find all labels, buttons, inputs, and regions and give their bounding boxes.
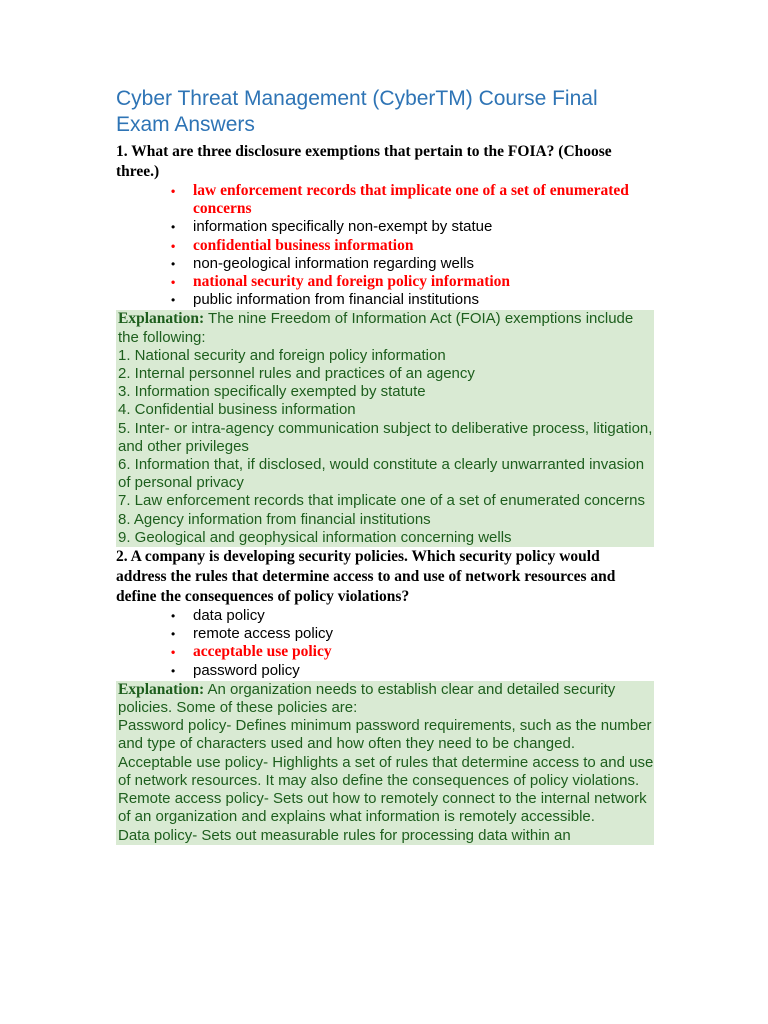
explanation-label: Explanation:: [118, 310, 205, 328]
explanation-line: Password policy- Defines minimum password requirements, such as the number and type of characters used and how often they need to be changed.: [118, 717, 652, 753]
explanation-line: 4. Confidential business information: [118, 401, 356, 419]
answer-option: • remote access policy: [193, 625, 654, 643]
answer-options-list: [116, 607, 654, 680]
explanation-box: [116, 681, 654, 845]
answer-option: • data policy: [193, 607, 654, 625]
explanation-label: Explanation:: [118, 680, 205, 698]
answer-option: • information specifically non-exempt by statue: [193, 218, 654, 236]
explanation-line: 9. Geological and geophysical information concerning wells: [118, 528, 512, 546]
answer-option: • non-geological information regarding wells: [193, 255, 654, 273]
question-block-2: [116, 547, 654, 845]
explanation-line: 2. Internal personnel rules and practices of an agency: [118, 365, 475, 383]
answer-option-correct: • confidential business information: [193, 237, 654, 255]
question-text: 2. A company is developing security policies. Which security policy would address the rules that determine access to and use of network resources and define the consequences of policy violations?: [116, 548, 616, 606]
document-page: [116, 86, 654, 845]
answer-option-correct: • law enforcement records that implicate one of a set of enumerated concerns: [193, 182, 654, 218]
answer-options-list: [116, 182, 654, 309]
answer-option: • password policy: [193, 662, 654, 680]
explanation-line: 7. Law enforcement records that implicate one of a set of enumerated concerns: [118, 492, 645, 510]
explanation-box: [116, 310, 654, 547]
explanation-intro: The nine Freedom of Information Act (FOIA) exemptions include the following:: [118, 310, 634, 346]
question-text: 1. What are three disclosure exemptions that pertain to the FOIA? (Choose three.): [116, 143, 612, 180]
page-title: Cyber Threat Management (CyberTM) Course Final Exam Answers: [116, 87, 598, 136]
explanation-line: Data policy- Sets out measurable rules for processing data within an: [118, 826, 571, 844]
explanation-line: 1. National security and foreign policy information: [118, 346, 446, 364]
explanation-intro: An organization needs to establish clear and detailed security policies. Some of these policies are:: [118, 680, 616, 717]
explanation-line: 5. Inter- or intra-agency communication subject to deliberative process, litigation, and other privileges: [118, 419, 653, 455]
answer-option-correct: • national security and foreign policy information: [193, 273, 654, 291]
question-block-1: [116, 142, 654, 547]
explanation-line: Remote access policy- Sets out how to remotely connect to the internal network of an organization and explains what information is remotely accessible.: [118, 790, 647, 826]
explanation-line: 3. Information specifically exempted by statute: [118, 383, 426, 401]
explanation-line: Acceptable use policy- Highlights a set of rules that determine access to and use of network resources. It may also define the consequences of policy violations.: [118, 753, 654, 789]
explanation-line: 8. Agency information from financial institutions: [118, 510, 431, 528]
answer-option-correct: • acceptable use policy: [193, 643, 654, 661]
answer-option: • public information from financial institutions: [193, 291, 654, 309]
explanation-line: 6. Information that, if disclosed, would constitute a clearly unwarranted invasion of personal privacy: [118, 456, 645, 492]
